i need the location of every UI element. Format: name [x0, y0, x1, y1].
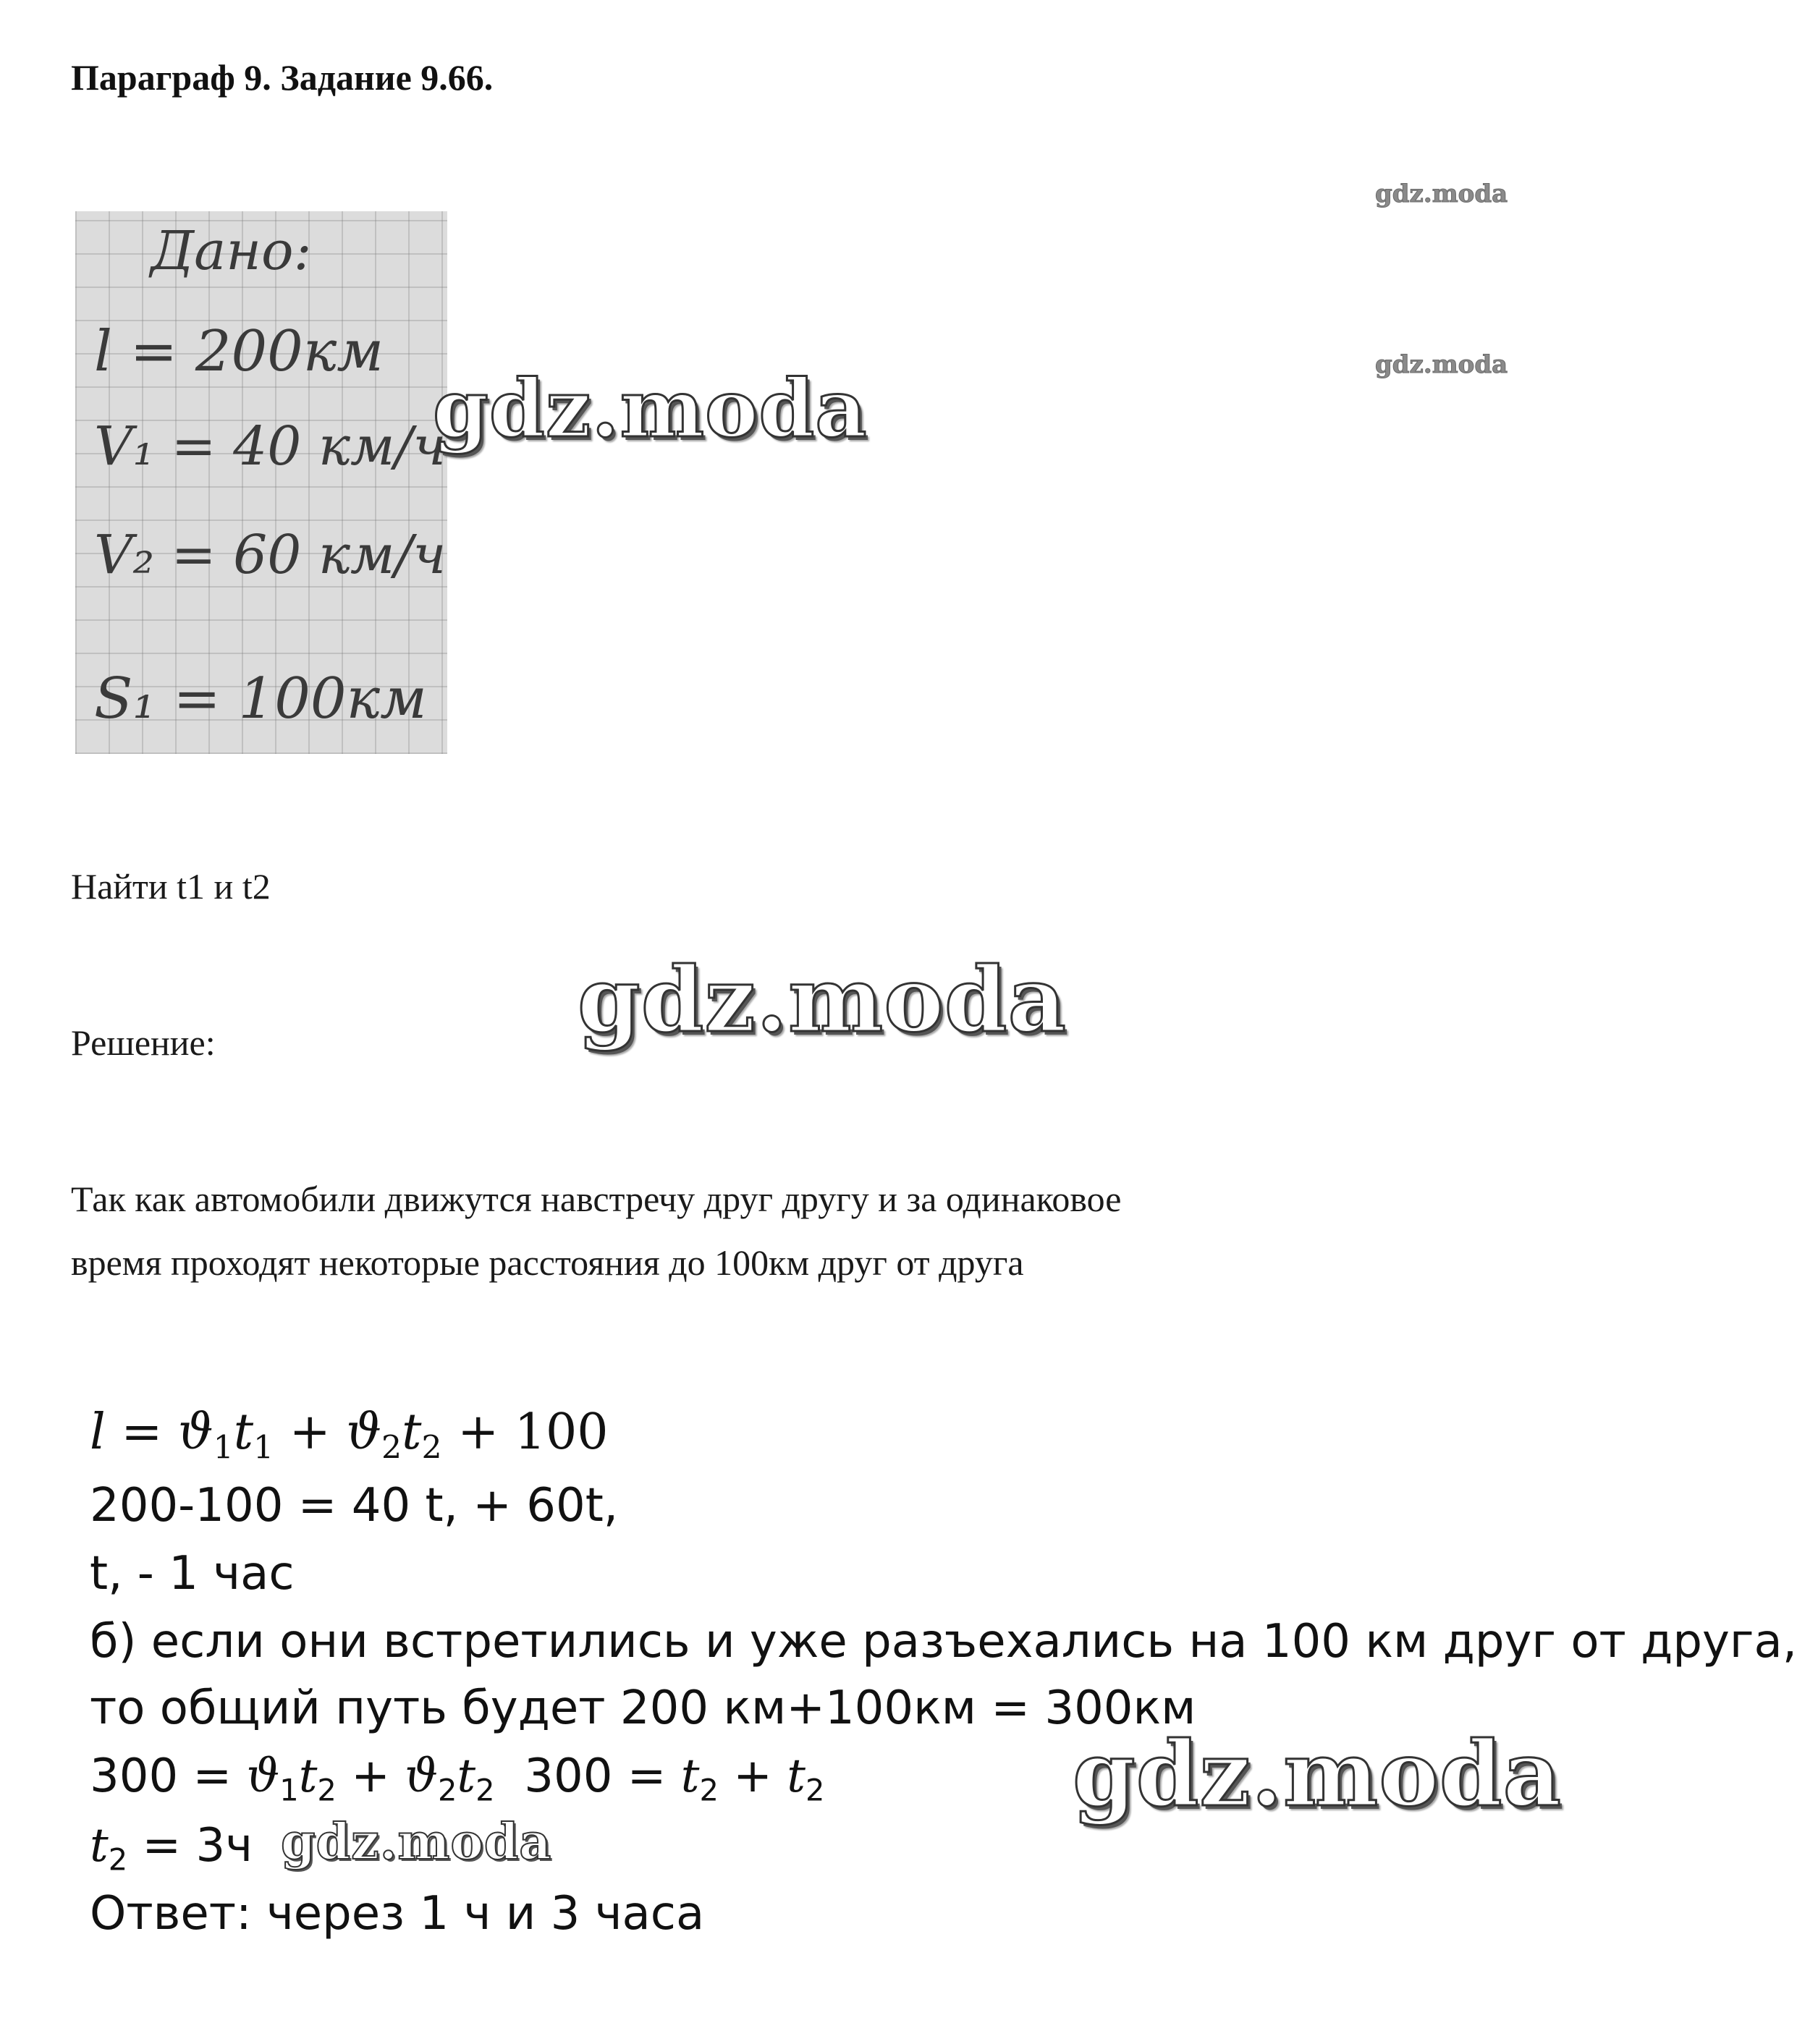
solution-label: Решение: — [71, 1022, 216, 1063]
solution-line-3: t, - 1 час — [90, 1547, 295, 1600]
solution-line-4: б) если они встретились и уже разъехались на 100 км друг от друга, — [90, 1615, 1797, 1668]
answer-line: Ответ: через 1 ч и 3 часа — [90, 1887, 705, 1941]
given-line-1: l = 200км — [94, 319, 384, 384]
watermark-medium: gdz.moda — [281, 1813, 552, 1871]
line-7-value: = 3ч — [142, 1819, 253, 1873]
solution-line-2: 200-100 = 40 t, + 60t, — [90, 1479, 619, 1532]
watermark-small-1: gdz.moda — [1375, 179, 1508, 208]
watermark-large-2: gdz.moda — [578, 948, 1067, 1053]
formula-1: $l = ϑ_1t_1 + ϑ_2t_2 + 100$ — [90, 1404, 609, 1467]
explanation-line-1: Так как автомобили движутся навстречу друг другу и за одинаковое — [71, 1179, 1122, 1219]
solution-line-7: $t_2 = 3ч$ — [90, 1819, 253, 1878]
given-line-2: V₁ = 40 км/ч — [94, 415, 447, 478]
given-heading: Дано: — [151, 220, 312, 282]
page-title: Параграф 9. Задание 9.66. — [71, 57, 494, 98]
given-line-3: V₂ = 60 км/ч — [94, 524, 447, 586]
given-handwritten-photo — [75, 211, 447, 754]
watermark-large-3: gdz.moda — [1073, 1722, 1562, 1827]
line-6-mid: 300 = — [524, 1750, 667, 1803]
line-6-prefix: 300 = — [90, 1750, 232, 1803]
solution-line-5: то общий путь будет 200 км+100км = 300км — [90, 1682, 1196, 1735]
watermark-large-1: gdz.moda — [433, 362, 868, 455]
explanation-line-2: время проходят некоторые расстояния до 100км друг от друга — [71, 1242, 1024, 1283]
solution-line-6: $300 = ϑ_1t_2 + ϑ_2t_2$ $300 = t_2 + t_2$ — [90, 1750, 825, 1808]
formula-1-rest: + 100 — [457, 1404, 609, 1461]
find-text: Найти t1 и t2 — [71, 866, 271, 907]
watermark-small-2: gdz.moda — [1375, 350, 1508, 379]
given-line-4: S₁ = 100км — [94, 666, 427, 731]
